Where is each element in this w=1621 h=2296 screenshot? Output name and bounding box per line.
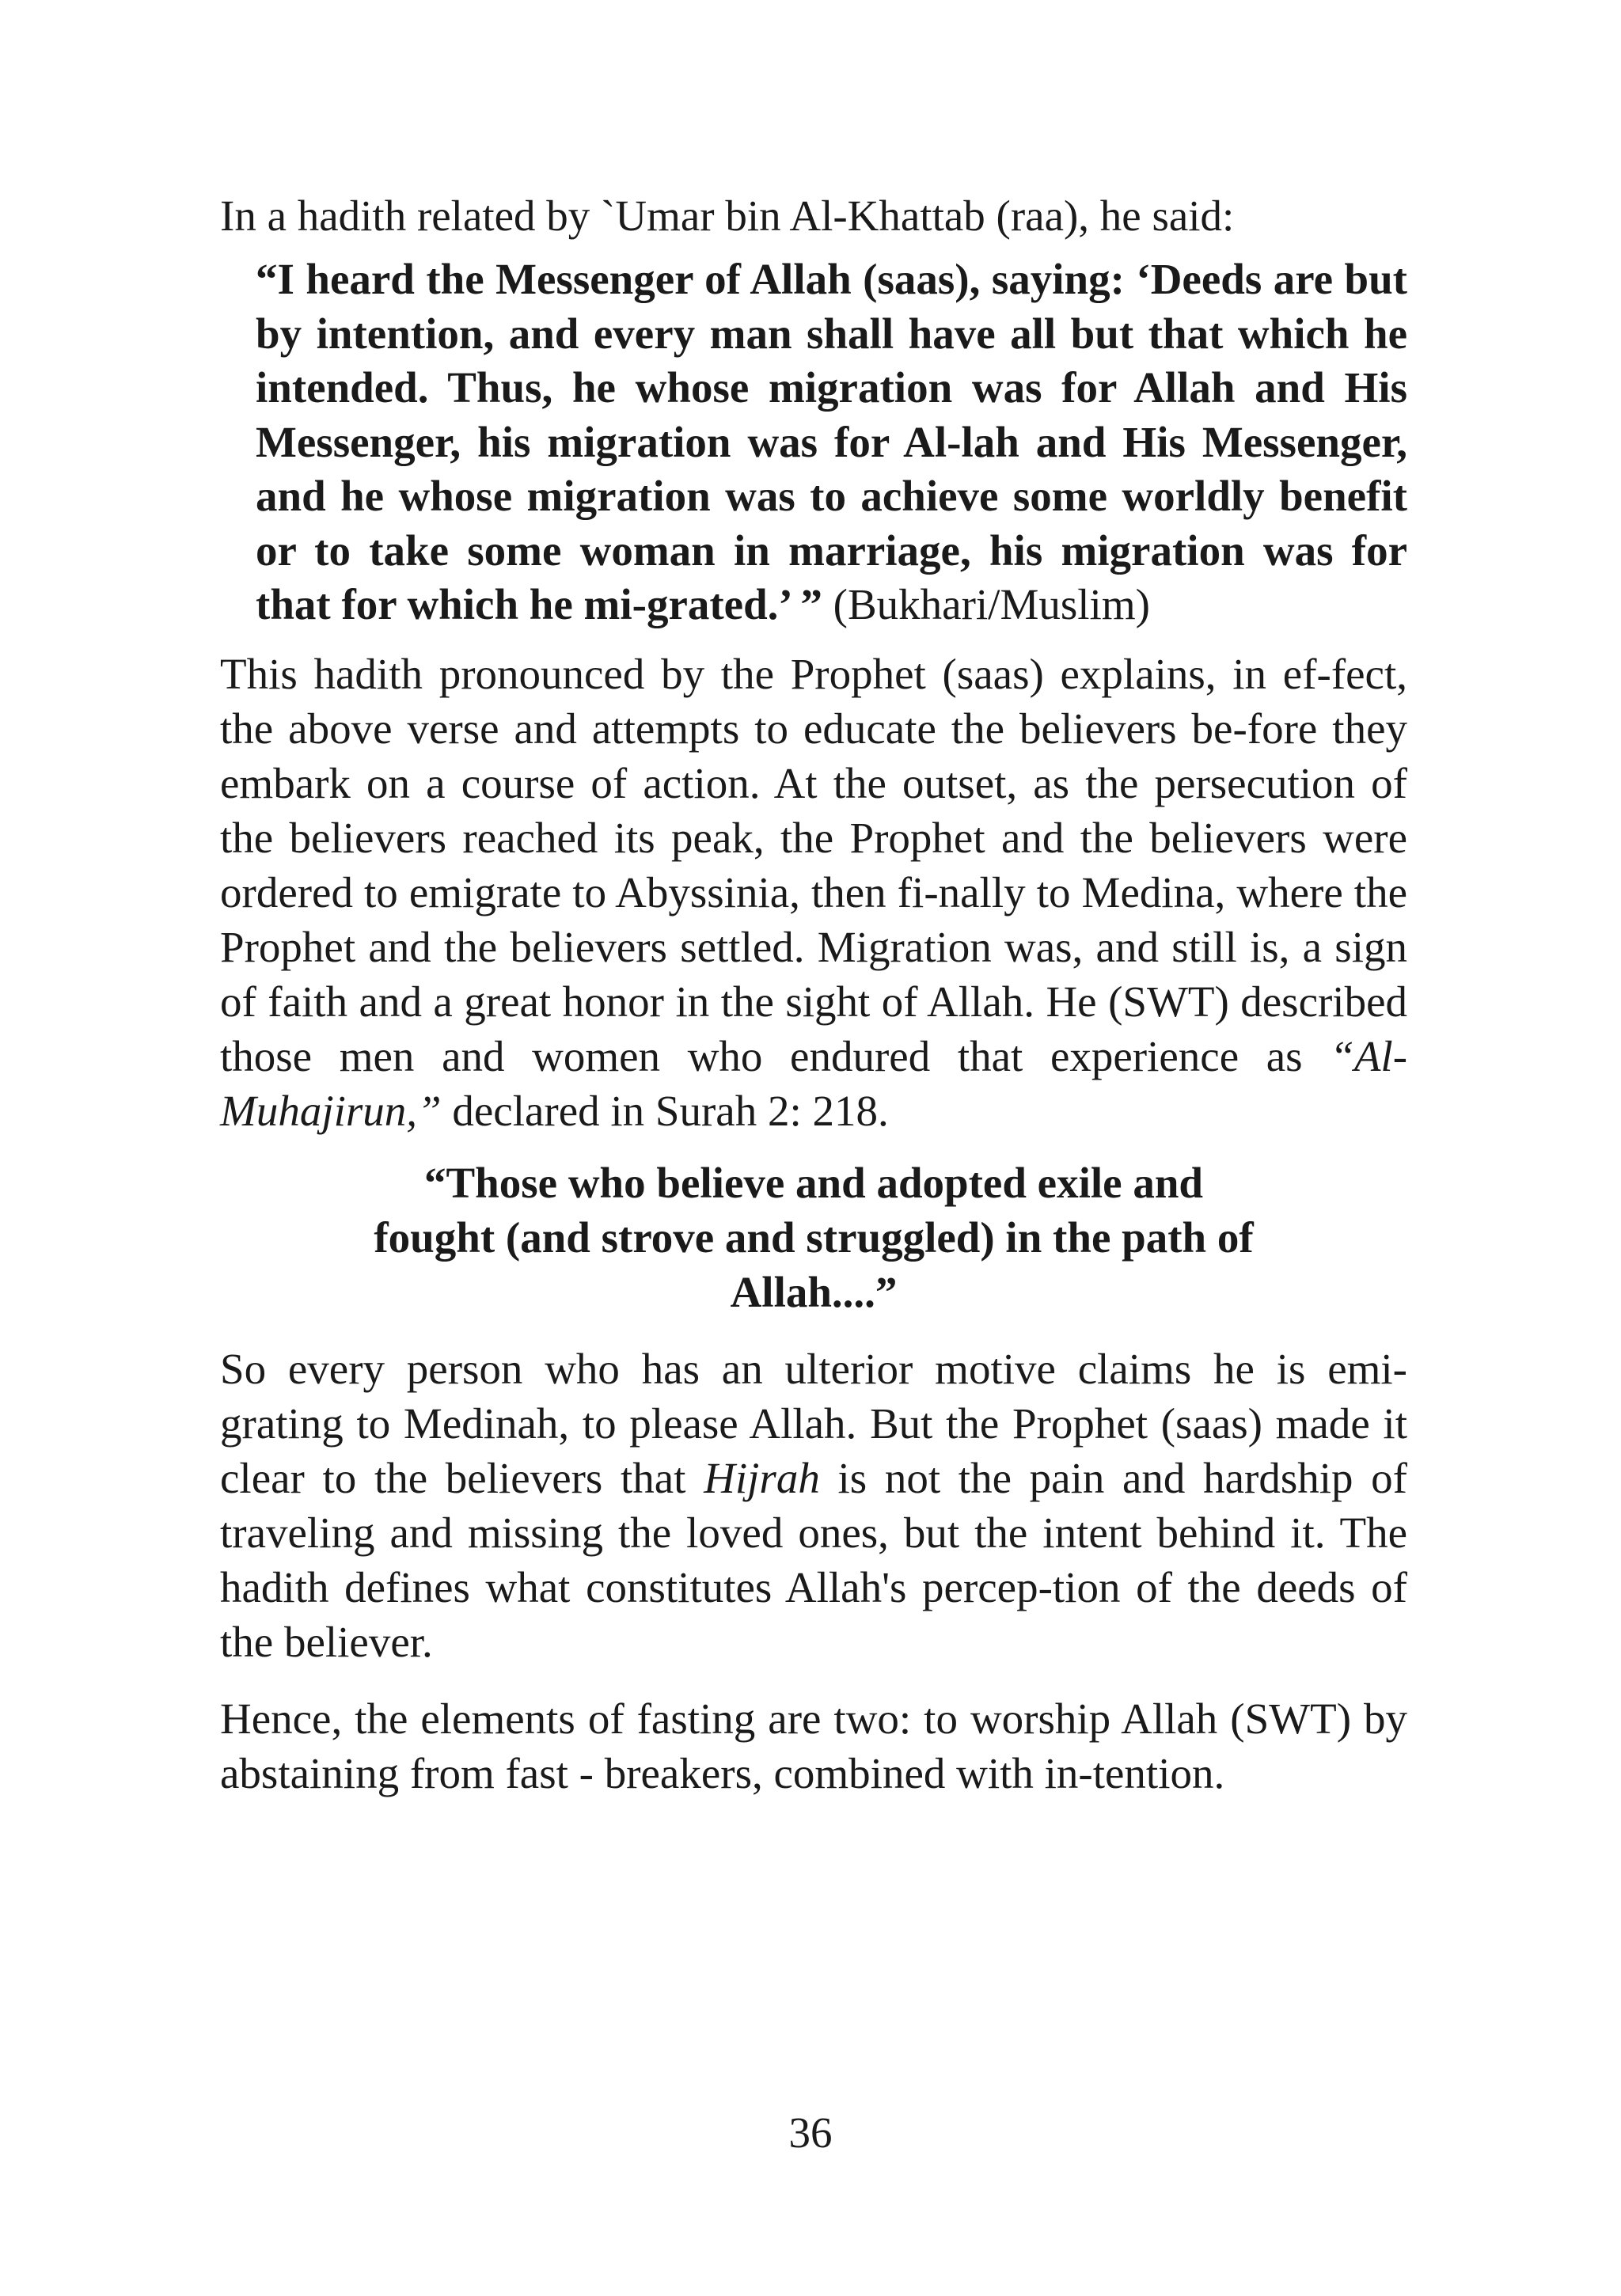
intro-line: In a hadith related by `Umar bin Al-Khattab (raa), he said: — [220, 192, 1235, 240]
quran-verse — [220, 1156, 1407, 1319]
paragraph-migration — [220, 647, 1407, 1138]
hadith-quote-text: “I heard the Messenger of Allah (saas), saying: ‘Deeds are but by intention, and every man shall have all but that which he intended. Thus, he whose migration was for Allah and His Messenger, his migration was for Al-lah and His Messenger, and he whose migration was to achieve some worldly benefit or to take some woman in marriage, his migration was for that for which he mi-grated.’ ” — [256, 255, 1407, 628]
verse-line: fought (and strove and struggled) in the path of — [374, 1213, 1254, 1262]
paragraph-hijrah-end: is not the pain and hardship of traveling and missing the loved ones, but the intent behind it. The hadith defines what constitutes Allah's percep-tion of the deeds of the believer. — [220, 1453, 1407, 1666]
hadith-source: (Bukhari/Muslim) — [833, 580, 1150, 628]
paragraph-fasting: Hence, the elements of fasting are two: to worship Allah (SWT) by abstaining from fast - breakers, combined with in-tention. — [220, 1694, 1407, 1797]
paragraph-hijrah-text: So every person who has an ulterior motive claims he is emi-grating to Medinah, to please Allah. But the Prophet (saas) made it clear to the believers that — [220, 1344, 1407, 1502]
verse-line: Allah....” — [730, 1267, 898, 1316]
verse-line: “Those who believe and adopted exile and — [423, 1158, 1203, 1207]
paragraph-migration-end: declared in Surah 2: 218. — [452, 1086, 889, 1135]
paragraph-migration-italic: “Al-Muhajirun,” — [220, 1031, 1408, 1135]
page-number: 36 — [788, 2108, 833, 2157]
paragraph-hijrah — [220, 1342, 1407, 1669]
paragraph-hijrah-italic: Hijrah — [704, 1453, 820, 1502]
hadith-quote — [256, 252, 1407, 632]
paragraph-migration-text: This hadith pronounced by the Prophet (saas) explains, in ef-fect, the above verse and attempts to educate the believers be-fore they embark on a course of action. At the outset, as the persecution of the believers reached its peak, the Prophet and the believers were ordered to emigrate to Abyssinia, then fi-nally to Medina, where the Prophet and the believers settled. Migration was, and still is, a sign of faith and a great honor in the sight of Allah. He (SWT) described those men and women who endured that experience as — [220, 649, 1407, 1080]
page-content — [220, 188, 1407, 1801]
